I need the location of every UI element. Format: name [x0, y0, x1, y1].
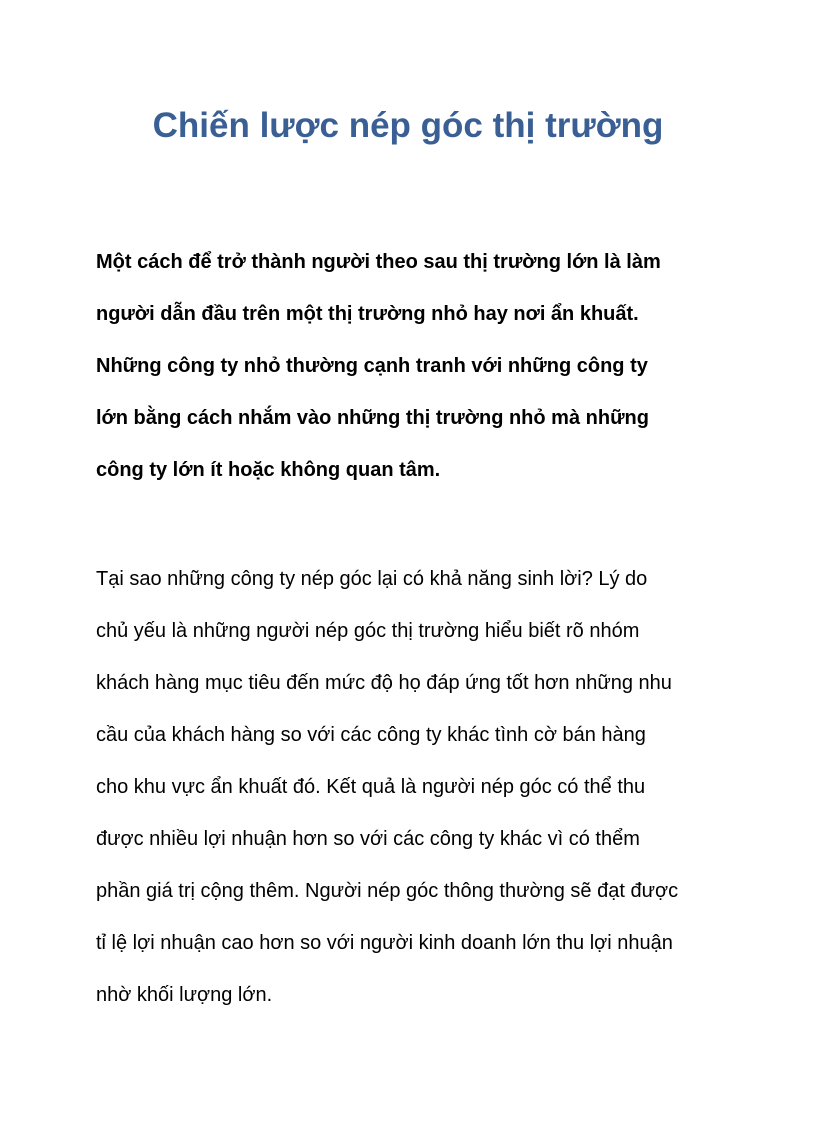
- body-line: phần giá trị cộng thêm. Người nép góc thông thường sẽ đạt được: [96, 880, 679, 902]
- body-line: cho khu vực ẩn khuất đó. Kết quả là người nép góc có thể thu: [96, 776, 646, 798]
- body-line: được nhiều lợi nhuận hơn so với các công ty khác vì có thểm: [96, 828, 640, 850]
- body-line: chủ yếu là những người nép góc thị trường hiểu biết rõ nhóm: [96, 620, 640, 642]
- body-line: khách hàng mục tiêu đến mức độ họ đáp ứng tốt hơn những nhu: [96, 672, 672, 694]
- lead-line: Một cách để trở thành người theo sau thị trường lớn là làm: [96, 251, 661, 273]
- lead-line: Những công ty nhỏ thường cạnh tranh với những công ty: [96, 355, 648, 377]
- body-line: cầu của khách hàng so với các công ty khác tình cờ bán hàng: [96, 724, 646, 746]
- body-line: nhờ khối lượng lớn.: [96, 984, 273, 1006]
- body-line: Tại sao những công ty nép góc lại có khả năng sinh lời? Lý do: [96, 568, 648, 590]
- lead-line: công ty lớn ít hoặc không quan tâm.: [96, 459, 441, 481]
- lead-line: người dẫn đầu trên một thị trường nhỏ hay nơi ẩn khuất.: [96, 303, 639, 325]
- document-title: Chiến lược nép góc thị trường: [152, 106, 664, 145]
- body-paragraph: [96, 553, 736, 1021]
- lead-paragraph: [96, 236, 736, 496]
- lead-line: lớn bằng cách nhắm vào những thị trường nhỏ mà những: [96, 407, 649, 429]
- body-line: tỉ lệ lợi nhuận cao hơn so với người kinh doanh lớn thu lợi nhuận: [96, 932, 673, 954]
